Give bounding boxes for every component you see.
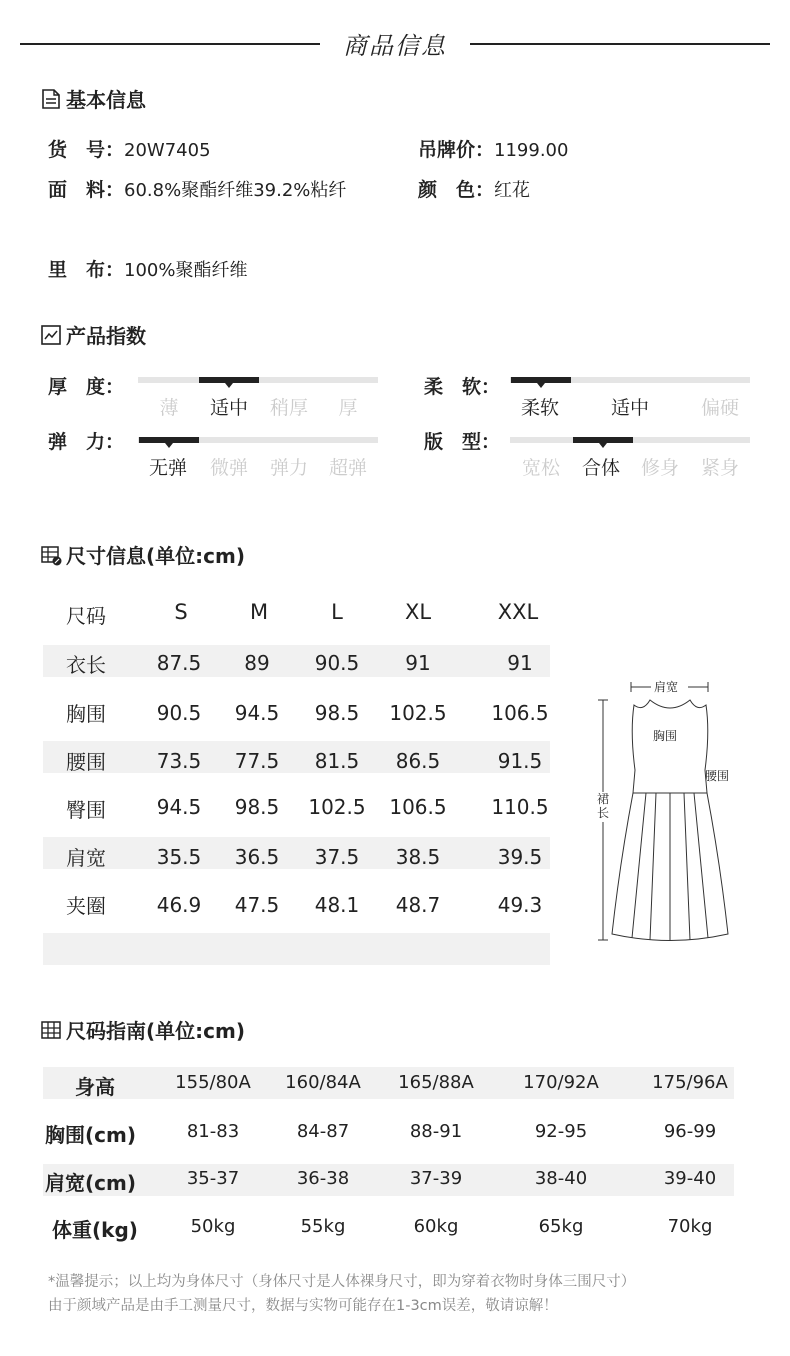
size-cell: 46.9: [156, 893, 202, 917]
guide-cell: 37-39: [409, 1168, 463, 1189]
fit-pointer: [599, 443, 607, 448]
size-cell: 91: [405, 651, 431, 675]
thickness-option-medium: 适中: [209, 397, 248, 419]
size-table-icon: [40, 544, 62, 566]
fit-option-tight: 紧身: [700, 457, 739, 479]
size-cell: 48.1: [314, 893, 360, 917]
footnote-line-2: 由于颜域产品是由手工测量尺寸，数据与实物可能存在1-3cm误差，敬请谅解！: [48, 1298, 558, 1314]
section-basic-info-title: 基本信息: [66, 88, 146, 112]
size-row-label: 夹圈: [66, 894, 106, 918]
size-cell: 48.7: [395, 893, 441, 917]
elasticity-option-elastic: 弹力: [269, 457, 308, 479]
item-no-label: 货 号：: [48, 139, 125, 161]
size-row-label: 臀围: [66, 798, 106, 822]
guide-cell: 36-38: [296, 1168, 350, 1189]
size-col-header: XXL: [497, 600, 539, 624]
size-cell: 87.5: [156, 651, 202, 675]
chart-icon: [40, 324, 62, 346]
guide-cell: 84-87: [296, 1121, 350, 1142]
guide-row-stripe: [43, 1164, 734, 1196]
size-col-header: S: [174, 600, 188, 624]
size-row-label: 腰围: [66, 750, 106, 774]
guide-cell: 60kg: [413, 1216, 459, 1237]
size-cell: 38.5: [395, 845, 441, 869]
size-cell: 110.5: [491, 795, 549, 819]
size-cell: 89: [244, 651, 270, 675]
elasticity-option-super: 超弹: [328, 457, 367, 479]
guide-cell: 65kg: [538, 1216, 584, 1237]
size-cell: 77.5: [234, 749, 280, 773]
section-product-index: [40, 320, 146, 349]
guide-cell: 81-83: [186, 1121, 240, 1142]
size-cell: 102.5: [389, 701, 447, 725]
section-product-index-title: 产品指数: [66, 324, 146, 348]
size-cell: 94.5: [234, 701, 280, 725]
size-cell: 102.5: [308, 795, 366, 819]
page-title: 商品信息: [343, 32, 447, 60]
guide-cell: 70kg: [667, 1216, 713, 1237]
guide-row-stripe: [43, 1067, 734, 1099]
diagram-length-label: 裙长: [596, 792, 609, 820]
color-row: [418, 175, 530, 202]
size-row-label: 胸围: [66, 702, 106, 726]
size-row-label: 衣长: [66, 653, 106, 677]
guide-row-label: 体重(kg): [52, 1218, 138, 1242]
size-cell: 98.5: [314, 701, 360, 725]
guide-cell: 155/80A: [175, 1072, 251, 1093]
guide-cell: 39-40: [663, 1168, 717, 1189]
elasticity-pointer: [165, 443, 173, 448]
guide-row-label: 肩宽(cm): [45, 1171, 136, 1195]
softness-option-hard: 偏硬: [700, 397, 739, 419]
dress-diagram: [590, 672, 750, 952]
size-cell: 98.5: [234, 795, 280, 819]
tag-price-row: [418, 135, 568, 162]
size-cell: 106.5: [491, 701, 549, 725]
size-cell: 81.5: [314, 749, 360, 773]
diagram-waist-label: 腰围: [705, 769, 730, 783]
guide-cell: 160/84A: [285, 1072, 361, 1093]
lining-label: 里 布：: [48, 259, 125, 281]
size-cell: 36.5: [234, 845, 280, 869]
guide-cell: 88-91: [409, 1121, 463, 1142]
guide-cell: 175/96A: [652, 1072, 728, 1093]
size-cell: 37.5: [314, 845, 360, 869]
fabric-value: 60.8%聚酯纤维39.2%粘纤: [124, 180, 347, 201]
size-cell: 47.5: [234, 893, 280, 917]
fit-scale: [510, 437, 750, 443]
size-cell: 106.5: [389, 795, 447, 819]
size-cell: 35.5: [156, 845, 202, 869]
size-row-label: 肩宽: [66, 846, 106, 870]
thickness-pointer: [225, 383, 233, 388]
diagram-chest-label: 胸围: [653, 729, 678, 743]
grid-icon: [40, 1019, 62, 1041]
size-cell: 90.5: [314, 651, 360, 675]
size-row-stripe: [43, 933, 550, 965]
thickness-option-thick: 厚: [338, 397, 358, 419]
diagram-shoulder-label: 肩宽: [654, 680, 679, 694]
guide-cell: 165/88A: [398, 1072, 474, 1093]
size-cell: 39.5: [497, 845, 543, 869]
fit-option-loose: 宽松: [521, 457, 560, 479]
color-value: 红花: [494, 180, 531, 201]
thickness-option-thin: 薄: [159, 397, 179, 419]
section-size-info: [40, 540, 245, 569]
fabric-label: 面 料：: [48, 179, 125, 201]
color-label: 颜 色：: [418, 179, 495, 201]
softness-option-soft: 柔软: [520, 397, 559, 419]
header-rule-right: [470, 43, 770, 45]
size-cell: 91.5: [497, 749, 543, 773]
item-no-row: [48, 135, 211, 162]
guide-cell: 35-37: [186, 1168, 240, 1189]
softness-scale: [510, 377, 750, 383]
guide-cell: 96-99: [663, 1121, 717, 1142]
tag-price-value: 1199.00: [494, 140, 569, 161]
softness-pointer: [537, 383, 545, 388]
item-no-value: 20W7405: [124, 140, 211, 161]
guide-cell: 38-40: [534, 1168, 588, 1189]
thickness-scale: [138, 377, 378, 383]
thickness-label: 厚 度：: [48, 376, 125, 398]
size-col-header: XL: [404, 600, 432, 624]
size-cell: 91: [507, 651, 533, 675]
thickness-option-slightly-thick: 稍厚: [269, 397, 308, 419]
size-col-header: 尺码: [66, 604, 106, 628]
guide-row-label: 身高: [75, 1075, 115, 1099]
guide-cell: 55kg: [300, 1216, 346, 1237]
guide-row-label: 胸围(cm): [45, 1123, 136, 1147]
lining-value: 100%聚酯纤维: [124, 260, 248, 281]
size-cell: 86.5: [395, 749, 441, 773]
elasticity-label: 弹 力：: [48, 431, 125, 453]
softness-label: 柔 软：: [424, 376, 501, 398]
lining-row: [48, 255, 247, 282]
tag-price-label: 吊牌价：: [418, 139, 495, 161]
size-cell: 94.5: [156, 795, 202, 819]
section-size-guide-title: 尺码指南(单位:cm): [66, 1019, 245, 1043]
softness-option-medium: 适中: [610, 397, 649, 419]
section-basic-info: [40, 84, 146, 113]
guide-cell: 92-95: [534, 1121, 588, 1142]
elasticity-option-slight: 微弹: [209, 457, 248, 479]
document-icon: [40, 88, 62, 110]
guide-cell: 170/92A: [523, 1072, 599, 1093]
size-col-header: M: [249, 600, 269, 624]
fit-label: 版 型：: [424, 431, 501, 453]
size-cell: 73.5: [156, 749, 202, 773]
guide-cell: 50kg: [190, 1216, 236, 1237]
section-size-guide: [40, 1015, 245, 1044]
fit-option-slim: 修身: [640, 457, 679, 479]
fabric-row: [48, 175, 346, 202]
size-cell: 90.5: [156, 701, 202, 725]
fit-option-regular: 合体: [581, 457, 620, 479]
size-col-header: L: [331, 600, 343, 624]
section-size-info-title: 尺寸信息(单位:cm): [66, 544, 245, 568]
footnote-line-1: *温馨提示；以上均为身体尺寸（身体尺寸是人体裸身尺寸，即为穿着衣物时身体三围尺寸）: [48, 1274, 636, 1290]
elasticity-scale: [138, 437, 378, 443]
size-cell: 49.3: [497, 893, 543, 917]
elasticity-option-none: 无弹: [148, 457, 187, 479]
